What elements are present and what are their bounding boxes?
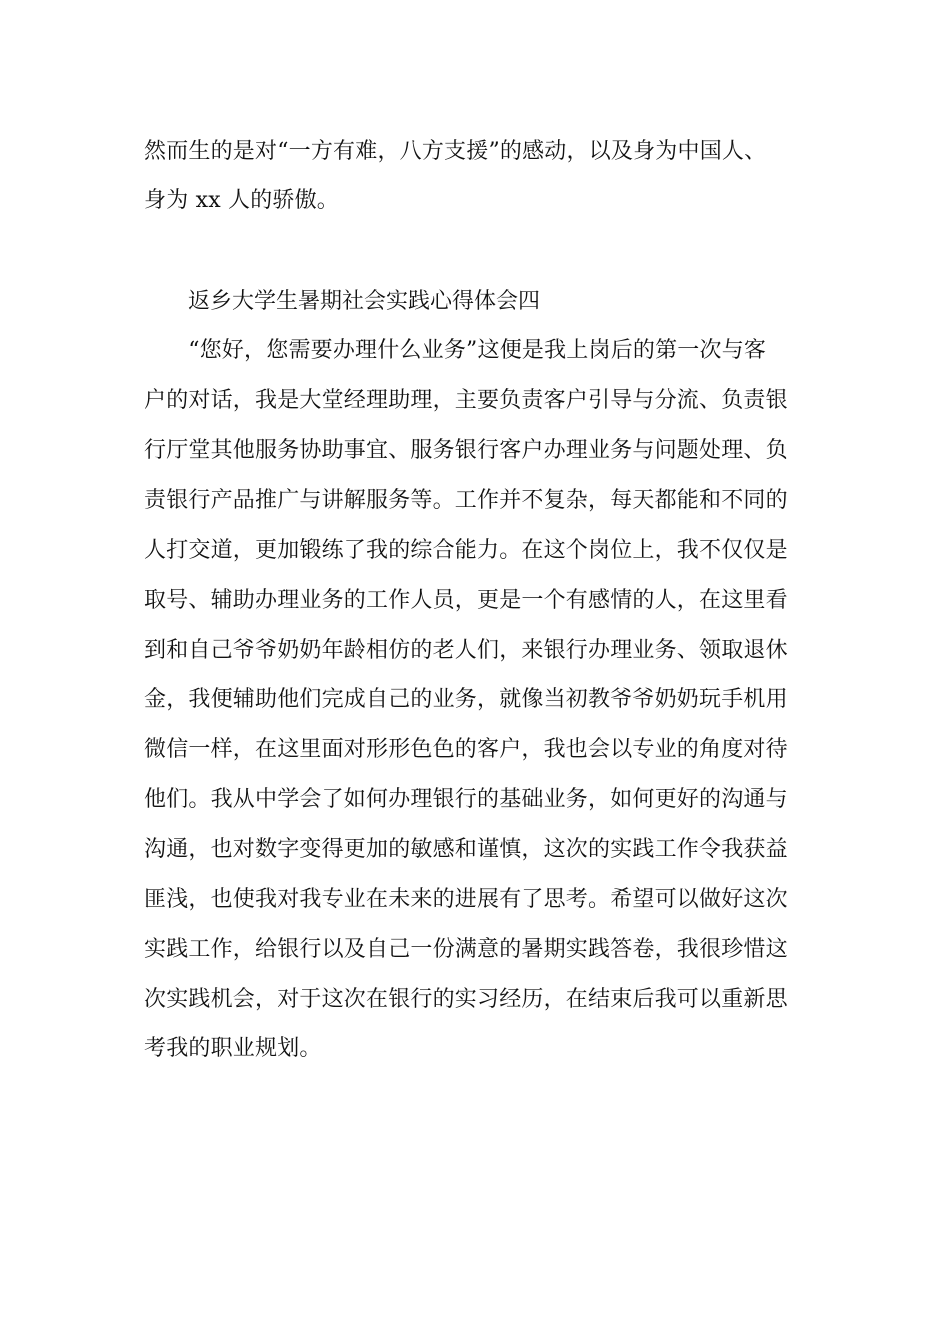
body-line: “您好，您需要办理什么业务”这便是我上岗后的第一次与客 <box>166 338 767 363</box>
body-line: 到和自己爷爷奶奶年龄相仿的老人们，来银行办理业务、领取退休 <box>144 638 788 663</box>
body-line: 实践工作，给银行以及自己一份满意的暑期实践答卷，我很珍惜这 <box>144 937 788 962</box>
intro-line: 身为 xx 人的骄傲。 <box>144 188 340 213</box>
body-line: 匪浅，也使我对我专业在未来的进展有了思考。希望可以做好这次 <box>144 887 788 912</box>
section-title: 返乡大学生暑期社会实践心得体会四 <box>188 289 541 314</box>
body-line: 他们。我从中学会了如何办理银行的基础业务，如何更好的沟通与 <box>144 787 788 812</box>
body-line: 次实践机会，对于这次在银行的实习经历，在结束后我可以重新思 <box>144 987 788 1012</box>
body-line: 金，我便辅助他们完成自己的业务，就像当初教爷爷奶奶玩手机用 <box>144 687 788 712</box>
intro-line: 然而生的是对“一方有难，八方支援”的感动，以及身为中国人、 <box>144 139 767 164</box>
body-line: 沟通，也对数字变得更加的敏感和谨慎，这次的实践工作令我获益 <box>144 837 788 862</box>
body-line: 考我的职业规划。 <box>144 1036 322 1061</box>
body-line: 行厅堂其他服务协助事宜、服务银行客户办理业务与问题处理、负 <box>144 438 788 463</box>
body-line: 户的对话，我是大堂经理助理，主要负责客户引导与分流、负责银 <box>144 388 788 413</box>
body-line: 责银行产品推广与讲解服务等。工作并不复杂，每天都能和不同的 <box>144 488 788 513</box>
body-line: 微信一样，在这里面对形形色色的客户，我也会以专业的角度对待 <box>144 737 788 762</box>
body-line: 人打交道，更加锻练了我的综合能力。在这个岗位上，我不仅仅是 <box>144 538 788 563</box>
body-line: 取号、辅助办理业务的工作人员，更是一个有感情的人，在这里看 <box>144 588 788 613</box>
